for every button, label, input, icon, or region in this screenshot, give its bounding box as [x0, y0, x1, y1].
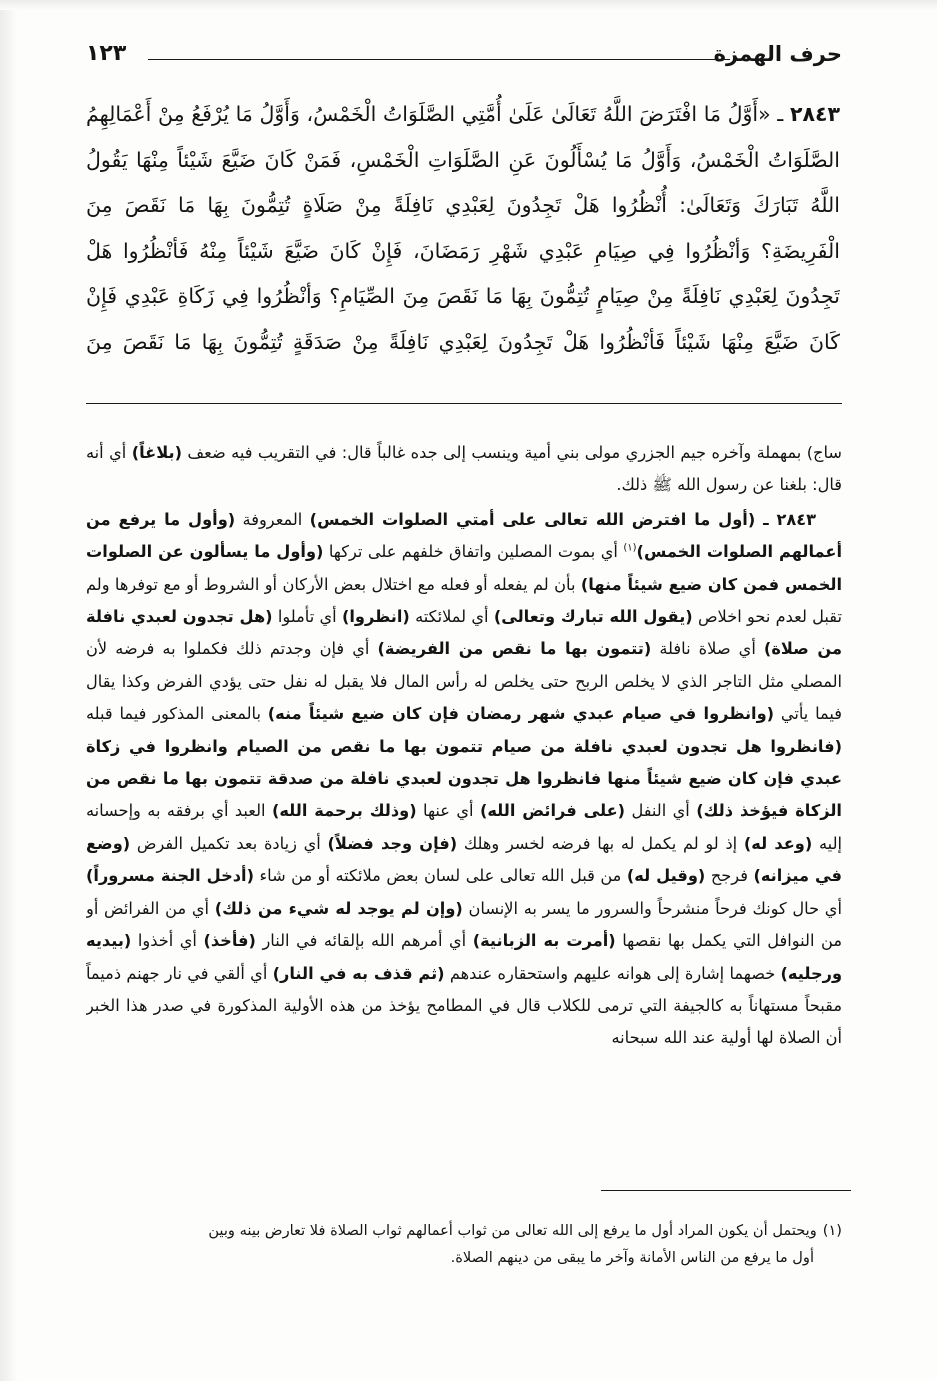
- commentary-text: أي عنها: [416, 801, 480, 821]
- quoted-phrase: (وضع في ميزانه): [86, 833, 842, 886]
- quoted-phrase: (فانظروا هل تجدون لعبدي نافلة من صيام تتمون بها ما نقص من الصيام وانظروا في زكاة عبدي فإن كان ضيع شيئاً منها فانظروا هل تجدون لعبدي نافلة من صدقة تتمون بها ما نقص من الزكاة فيؤخذ ذلك): [86, 736, 842, 821]
- commentary-text: أي أنه قال: بلغنا عن رسول الله ﷺ ذلك.: [86, 443, 842, 495]
- quoted-phrase: (بيديه ورجليه): [86, 931, 842, 983]
- quoted-phrase: (وذلك برحمة الله): [271, 801, 417, 821]
- commentary-text: أي أخذوا: [131, 931, 204, 951]
- quoted-phrase: (أمرت به الزبانية): [472, 931, 616, 951]
- commentary-text: أي حال كونك فرحاً منشرحاً والسرور ما يسر به الإنسان: [462, 898, 842, 918]
- footnote-text: ويحتمل أن يكون المراد أول ما يرفع إلى الله تعالى من ثواب أعمالهم ثواب الصلاة فلا تعارض بينه وبين: [208, 1222, 817, 1239]
- quoted-phrase: (فإن وجد فضلاً): [327, 833, 458, 853]
- quoted-phrase: (أدخل الجنة مسروراً): [86, 866, 254, 886]
- quoted-phrase: (وإن لم يوجد له شيء من ذلك): [214, 898, 463, 918]
- commentary-text: بأن لم يفعله أو فعله مع اختلال بعض الأركان أو الشروط أو مع توفرها ولم تقبل لعدم نحو اخلاص: [86, 574, 842, 627]
- commentary-text: خصهما إشارة إلى هوانه عليهم واستحقاره عندهم: [444, 963, 781, 983]
- quoted-phrase: (وعد له): [743, 833, 813, 853]
- quoted-phrase: (يقول الله تبارك وتعالى): [493, 607, 693, 627]
- scan-edge: [0, 0, 18, 1381]
- commentary-text: المعروفة: [235, 509, 310, 529]
- commentary-text: فرجح: [705, 866, 754, 886]
- commentary-text: أي ألقي في نار جهنم ذميماً مقبحاً مستهاناً به كالجيفة التي ترمى للكلاب قال في المطامح يؤخذ من هذه الأولية المذكورة في صدر هذا الخبر أن الصلاة لها أولية عند الله سبحانه: [86, 963, 842, 1048]
- quoted-phrase: (على فرائض الله): [479, 801, 626, 821]
- hadith-body: «أَوَّلُ مَا افْتَرَضَ اللَّهُ تَعَالَىٰ عَلَىٰ أُمَّتِي الصَّلَوَاتُ الْخَمْسُ، وَأَوَّلُ مَا يُرْفَعُ مِنْ أَعْمَالِهِمُ الصَّلَوَاتُ الْخَمْسُ، وَأَوَّلُ مَا يُسْأَلُونَ عَنِ الصَّلَوَاتِ الْخَمْسِ، فَمَنْ كَانَ ضَيَّعَ شَيْئاً مِنْهَا يَقُولُ اللَّهُ تَبَارَكَ وَتَعَالَىٰ: أُنْظُرُوا هَلْ تَجِدُونَ لِعَبْدِي نَافِلَةً مِنْ صَلَاةٍ تُتِمُّونَ بِهَا مَا نَقَصَ مِنَ الْفَرِيضَةِ؟ وَأنْظُرُوا فِي صِيَامِ عَبْدِي شَهْرِ رَمَضَانَ، فَإِنْ كَانَ ضَيَّعَ شَيْئاً مِنْهُ فَأنْظُرُوا هَلْ تَجِدُونَ لِعَبْدِي نَافِلَةً مِنْ صِيَامٍ تُتِمُّونَ بِهَا مَا نَقَصَ مِنَ الصِّيَامِ؟ وَأنْظُرُوا فِي زَكَاةِ عَبْدِي فَإِنْ كَانَ ضَيَّعَ مِنْهَا شَيْئاً فَأنْظُرُوا هَلْ تَجِدُونَ لِعَبْدِي نَافِلَةً مِنْ صَدَقَةٍ تُتِمُّونَ بِهَا مَا نَقَصَ مِنَ: [86, 102, 840, 354]
- header-rule: [148, 59, 730, 60]
- commentary-text: أي فإن وجدتم ذلك فكملوا به فرضه لأن المصلي مثل التاجر الذي لا يخلص الربح حتى يخلص له رأس المال فلا يقبل له نفل حتى يؤدي الفرض وكذا يقال فيما يأتي: [86, 639, 842, 724]
- quoted-phrase: (هل تجدون لعبدي نافلة من صلاة): [86, 607, 842, 659]
- commentary-text: من قبل الله تعالى على لسان بعض ملائكته أو من شاء: [254, 866, 627, 886]
- quoted-phrase: (وقيل له): [626, 866, 706, 886]
- commentary-text: أي أمرهم الله بإلقائه في النار: [255, 931, 473, 951]
- footnote-number: (١): [822, 1222, 842, 1239]
- commentary-entry: [86, 504, 842, 1055]
- quoted-phrase: (تتمون بها ما نقص من الفريضة): [377, 639, 652, 659]
- commentary-text: أي النفل: [625, 801, 697, 821]
- hadith-number: ٢٨٤٣: [789, 102, 840, 126]
- commentary-text: أي لملائكته: [409, 607, 494, 627]
- quoted-phrase: (وأول ما يرفع من أعمالهم الصلوات الخمس): [86, 509, 842, 562]
- scan-edge: [0, 0, 937, 10]
- entry-heading: ٢٨٤٣ ـ (أول ما افترض الله تعالى على أمتي الصلوات الخمس): [309, 509, 816, 529]
- commentary-text: العبد أي برفقه به وإحسانه إليه: [86, 801, 842, 853]
- quoted-phrase: (ثم قذف به في النار): [272, 963, 445, 983]
- footnote-divider: [601, 1190, 851, 1191]
- commentary-text: أي تأملوا: [272, 607, 342, 627]
- footnote-line: [86, 1217, 842, 1244]
- chapter-title: حرف الهمزة: [713, 42, 842, 66]
- quoted-phrase: (وأول ما يسألون عن الصلوات الخمس فمن كان ضيع شيئاً منها): [86, 542, 842, 594]
- footnote-marker: (١): [623, 542, 637, 554]
- quoted-phrase: (بلاغاً): [131, 443, 182, 462]
- quoted-phrase: (انظروا): [341, 607, 410, 627]
- commentary: [86, 437, 842, 1177]
- hadith-text: [86, 92, 840, 392]
- commentary-text: إذ لو لم يكمل له بها فرضه لخسر وهلك: [457, 833, 744, 853]
- commentary-text: بالمعنى المذكور فيما قبله: [86, 704, 268, 724]
- footnote-text: أول ما يرفع من الناس الأمانة وآخر ما يبقى من دينهم الصلاة.: [450, 1249, 814, 1266]
- commentary-text: ساج) بمهملة وآخره جيم الجزري مولى بني أمية وينسب إلى جده غالباً قال: في التقريب فيه ضعف: [182, 443, 842, 462]
- hadith-dash: ـ: [770, 102, 790, 126]
- quoted-phrase: (وانظروا في صيام عبدي شهر رمضان فإن كان ضيع شيئاً منه): [267, 704, 775, 724]
- commentary-text: أي صلاة نافلة: [651, 639, 764, 659]
- page-number: ١٢٣: [86, 41, 127, 66]
- footnote-line: [86, 1244, 842, 1271]
- footnote: [86, 1217, 842, 1287]
- commentary-text: أي زيادة بعد تكميل الفرض: [130, 833, 328, 853]
- commentary-continuation: [86, 437, 842, 502]
- quoted-phrase: (فأخذ): [203, 931, 256, 951]
- running-header: [86, 36, 842, 76]
- main-divider: [86, 403, 842, 404]
- commentary-text: أي من الفرائض أو من النوافل التي يكمل بها نقصها: [86, 898, 842, 951]
- commentary-text: أي بموت المصلين واتفاق خلفهم على تركها: [323, 542, 624, 562]
